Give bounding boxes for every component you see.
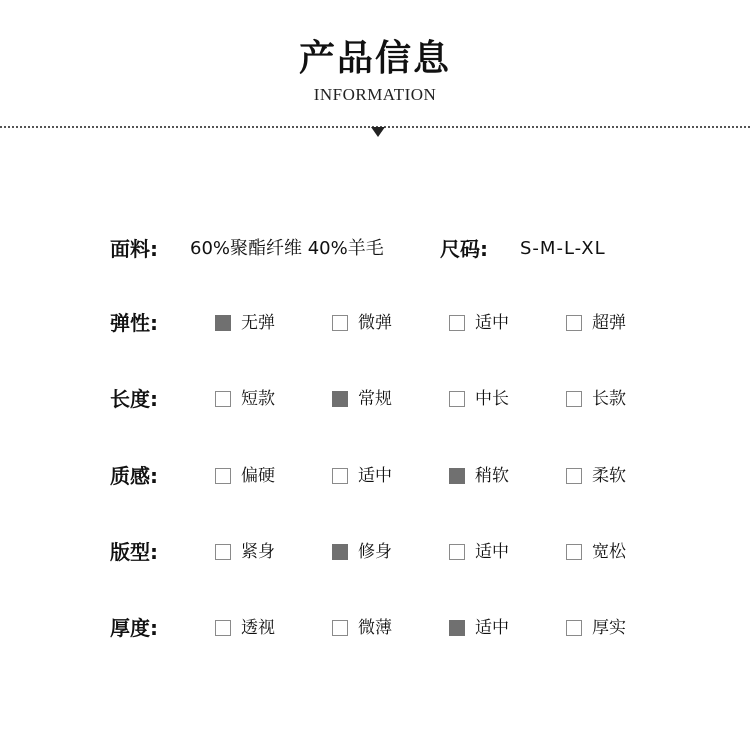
size-value: S-M-L-XL xyxy=(520,238,606,259)
section-title: 产品信息 xyxy=(298,38,451,79)
attribute-option-label: 稍软 xyxy=(475,466,509,486)
checked-box-icon xyxy=(332,391,348,407)
attribute-option xyxy=(566,463,626,489)
attribute-option xyxy=(566,310,626,336)
unchecked-box-icon xyxy=(566,620,582,636)
unchecked-box-icon xyxy=(566,468,582,484)
attribute-option xyxy=(332,539,392,565)
attribute-option-label: 适中 xyxy=(475,313,509,333)
unchecked-box-icon xyxy=(215,544,231,560)
fabric-label: 面料: xyxy=(110,237,158,261)
attribute-label: 长度: xyxy=(110,387,158,411)
attribute-option-label: 微弹 xyxy=(358,313,392,333)
attribute-label: 厚度: xyxy=(110,616,158,640)
attribute-option-label: 偏硬 xyxy=(241,466,275,486)
size-label: 尺码: xyxy=(440,237,488,261)
attribute-label: 质感: xyxy=(110,464,158,488)
attribute-option xyxy=(215,539,275,565)
unchecked-box-icon xyxy=(332,315,348,331)
attribute-label: 弹性: xyxy=(110,311,158,335)
attribute-option xyxy=(332,615,392,641)
attribute-option xyxy=(332,386,392,412)
unchecked-box-icon xyxy=(566,315,582,331)
attribute-option xyxy=(332,310,392,336)
checked-box-icon xyxy=(449,620,465,636)
attribute-option xyxy=(449,539,509,565)
attribute-option-label: 常规 xyxy=(358,389,392,409)
attribute-option-label: 修身 xyxy=(358,542,392,562)
attribute-option-label: 短款 xyxy=(241,389,275,409)
section-subtitle: INFORMATION xyxy=(313,85,437,104)
attribute-option xyxy=(449,615,509,641)
attribute-option xyxy=(215,615,275,641)
attribute-option-label: 适中 xyxy=(475,542,509,562)
attribute-option xyxy=(566,615,626,641)
checked-box-icon xyxy=(215,315,231,331)
attribute-option xyxy=(215,463,275,489)
unchecked-box-icon xyxy=(566,544,582,560)
attribute-option xyxy=(332,463,392,489)
unchecked-box-icon xyxy=(332,620,348,636)
attribute-option-label: 厚实 xyxy=(592,618,626,638)
unchecked-box-icon xyxy=(566,391,582,407)
unchecked-box-icon xyxy=(215,620,231,636)
attribute-option xyxy=(449,463,509,489)
attribute-option-label: 中长 xyxy=(475,389,509,409)
attribute-option-label: 微薄 xyxy=(358,618,392,638)
triangle-down-icon xyxy=(371,127,385,137)
unchecked-box-icon xyxy=(449,544,465,560)
attribute-option-label: 无弹 xyxy=(241,313,275,333)
checked-box-icon xyxy=(332,544,348,560)
attribute-option-label: 柔软 xyxy=(592,466,626,486)
attribute-label: 版型: xyxy=(110,540,158,564)
attribute-option-label: 适中 xyxy=(358,466,392,486)
checked-box-icon xyxy=(449,468,465,484)
unchecked-box-icon xyxy=(449,391,465,407)
attribute-option-label: 长款 xyxy=(592,389,626,409)
attribute-option-label: 透视 xyxy=(241,618,275,638)
unchecked-box-icon xyxy=(449,315,465,331)
unchecked-box-icon xyxy=(332,468,348,484)
attribute-option xyxy=(449,386,509,412)
unchecked-box-icon xyxy=(215,391,231,407)
unchecked-box-icon xyxy=(215,468,231,484)
attribute-option-label: 适中 xyxy=(475,618,509,638)
attribute-option-label: 超弹 xyxy=(592,313,626,333)
attribute-option xyxy=(566,539,626,565)
attribute-option-label: 宽松 xyxy=(592,542,626,562)
attribute-option xyxy=(215,386,275,412)
attribute-option xyxy=(566,386,626,412)
fabric-value: 60%聚酯纤维 40%羊毛 xyxy=(190,238,384,259)
attribute-option-label: 紧身 xyxy=(241,542,275,562)
attribute-option xyxy=(215,310,275,336)
attribute-option xyxy=(449,310,509,336)
